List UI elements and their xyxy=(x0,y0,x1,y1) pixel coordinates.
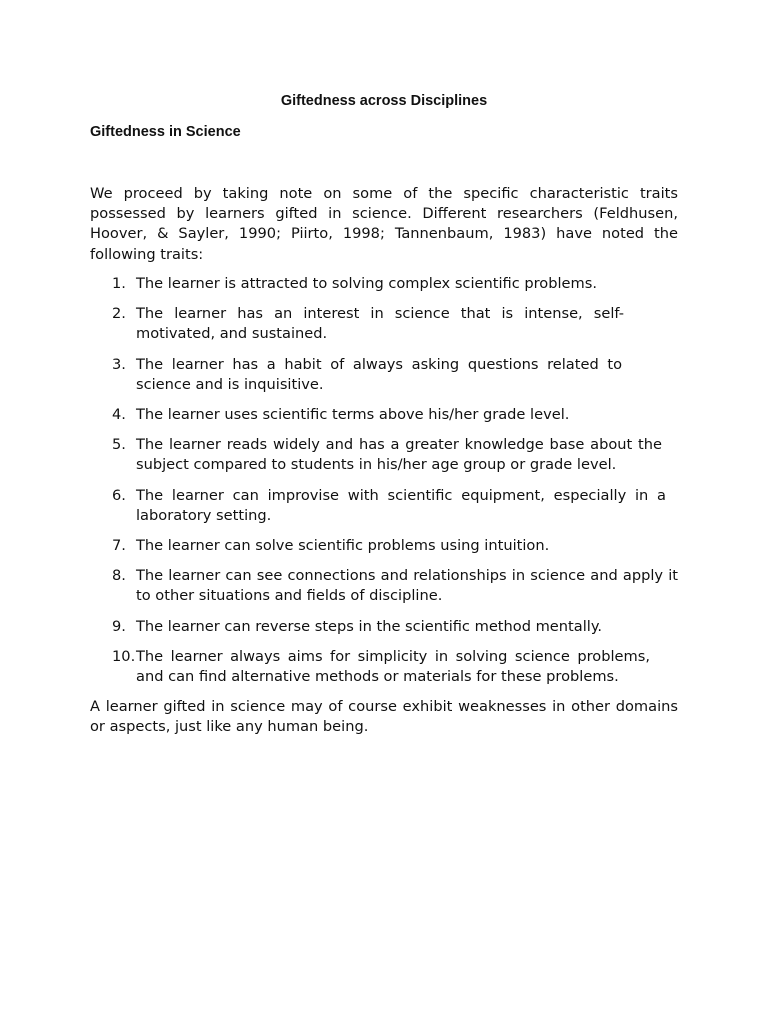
trait-number: 4. xyxy=(112,406,126,424)
trait-item xyxy=(90,486,678,526)
trait-text: The learner can see connections and relationships in science and apply it to other situations and fields of discipline. xyxy=(136,567,678,605)
trait-text: The learner is attracted to solving complex scientific problems. xyxy=(136,275,597,292)
traits-list xyxy=(90,274,678,697)
trait-number: 2. xyxy=(112,305,126,323)
trait-item xyxy=(90,435,678,475)
trait-text: The learner uses scientific terms above his/her grade level. xyxy=(136,406,570,424)
trait-number: 5. xyxy=(112,436,126,454)
trait-item xyxy=(90,274,678,294)
trait-item xyxy=(90,304,678,344)
trait-text: The learner can reverse steps in the scientific method mentally. xyxy=(136,617,603,635)
section-heading: Giftedness in Science xyxy=(90,124,241,140)
trait-text: The learner can solve scientific problems using intuition. xyxy=(136,537,550,555)
trait-number: 1. xyxy=(112,275,126,292)
trait-item xyxy=(90,566,678,606)
document-title: Giftedness across Disciplines xyxy=(280,93,488,109)
intro-paragraph: We proceed by taking note on some of the specific characteristic traits possessed by learners gifted in science. Different researchers (Feldhusen, Hoover, & Sayler, 1990; Piirto, 1998; Tannenbaum, 1983) have noted the following traits: xyxy=(90,185,678,263)
trait-text: The learner reads widely and has a greater knowledge base about the subject compared to students in his/her age group or grade level. xyxy=(136,436,662,474)
trait-number: 6. xyxy=(112,486,126,504)
trait-item xyxy=(90,617,678,637)
trait-number: 8. xyxy=(112,567,126,585)
trait-item xyxy=(90,355,678,395)
trait-item xyxy=(90,536,678,556)
trait-item xyxy=(90,647,678,687)
trait-text: The learner always aims for simplicity in solving science problems, and can find alternative methods or materials for these problems. xyxy=(136,647,650,686)
trait-text: The learner has an interest in science that is intense, self-motivated, and sustained. xyxy=(136,305,624,343)
trait-number: 9. xyxy=(112,617,126,635)
trait-number: 10. xyxy=(112,647,136,665)
trait-text: The learner has a habit of always asking questions related to science and is inquisitive. xyxy=(136,355,622,393)
trait-item xyxy=(90,405,678,425)
trait-text: The learner can improvise with scientific equipment, especially in a laboratory setting. xyxy=(136,486,666,524)
closing-paragraph: A learner gifted in science may of course exhibit weaknesses in other domains or aspects, just like any human being. xyxy=(90,698,678,736)
trait-number: 7. xyxy=(112,537,126,555)
trait-number: 3. xyxy=(112,355,126,373)
